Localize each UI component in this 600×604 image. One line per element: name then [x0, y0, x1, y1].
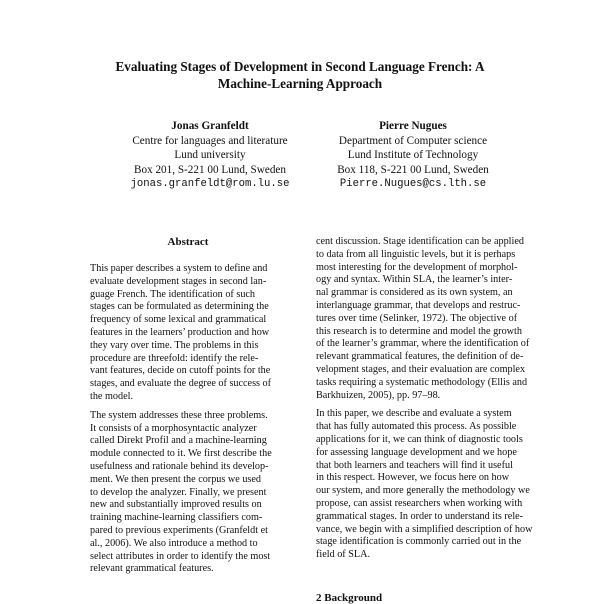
text-line: tasks requiring a systematic methodology (Ellis and	[316, 376, 528, 388]
text-line: stage identification is commonly carried out in the	[316, 536, 522, 548]
text-line: ogy and syntax. Within SLA, the learner’s inter-	[316, 274, 513, 286]
paper-title	[80, 58, 520, 92]
title-line: Evaluating Stages of Development in Second Language French: A	[115, 59, 485, 74]
text-line: most interesting for the development of morphol-	[316, 261, 518, 273]
body-paragraph	[316, 236, 530, 402]
author-affiliation: Lund university	[174, 149, 246, 162]
text-line: cent discussion. Stage identification can be applied	[316, 236, 524, 247]
text-line: applications for it, we can think of diagnostic tools	[316, 433, 523, 445]
text-line: Barkhuizen, 2005), pp. 97–98.	[316, 389, 441, 401]
text-line: usefulness and rationale behind its develop-	[90, 460, 269, 472]
text-line: velopment stages, and their evaluation are complex	[316, 363, 526, 375]
text-line: select attributes in order to identify the most	[90, 550, 271, 562]
text-line: features in the learners’ production and how	[90, 326, 270, 338]
text-line: evaluate development stages in second lan-	[90, 275, 267, 287]
author-affiliation: Centre for languages and literature	[132, 135, 288, 148]
text-line: to develop the analyzer. Finally, we present	[90, 486, 267, 498]
text-line: of the learner’s grammar, where the identification of	[316, 338, 530, 350]
text-line: guage French. The identification of such	[90, 288, 256, 300]
text-line: for assessing language development and we hope	[316, 446, 517, 458]
text-line: that has fully automated this process. As possible	[316, 421, 517, 433]
text-line: new and substantially improved results on	[90, 499, 262, 511]
text-line: stages can be formulated as determining the	[90, 301, 269, 313]
text-line: al., 2006). We also introduce a method to	[90, 537, 258, 549]
title-line: Machine-Learning Approach	[217, 76, 383, 91]
text-line: vant features, decide on cutoff points for the	[90, 365, 271, 377]
text-line: they vary over time. The problems in this	[90, 339, 259, 351]
text-line: relevant grammatical features, the definition of de-	[316, 351, 524, 363]
author-block-nugues	[318, 119, 508, 191]
text-line: called Direkt Profil and a machine-learning	[90, 435, 267, 447]
text-line: The system addresses these three problems.	[90, 409, 268, 421]
text-line: tures over time (Selinker, 1972). The objective of	[316, 312, 518, 324]
text-line: vance, we begin with a simplified description of how	[316, 523, 533, 535]
text-line: frequency of some lexical and grammatical	[90, 314, 267, 326]
body-paragraph	[316, 408, 533, 562]
author-affiliation: Box 201, S-221 00 Lund, Sweden	[134, 163, 286, 176]
text-line: training machine-learning classifiers com-	[90, 512, 263, 524]
text-line: that both learners and teachers will find it useful	[316, 459, 513, 471]
text-line: module connected to it. We first describe the	[90, 448, 272, 460]
text-line: in this respect. However, we focus here on how	[316, 472, 510, 484]
text-line: interlanguage grammar, that develops and restruc-	[316, 299, 521, 311]
author-name: Pierre Nugues	[379, 120, 447, 132]
text-line: This paper describes a system to define and	[90, 263, 268, 274]
abstract-paragraph	[90, 410, 286, 576]
text-line: this research is to determine and model the growth	[316, 325, 522, 337]
body-column-right	[316, 236, 533, 568]
text-line: the model.	[90, 390, 134, 402]
author-affiliation: Department of Computer science	[338, 135, 488, 148]
text-line: nal grammar is considered as its own system, an	[316, 287, 513, 299]
abstract-heading: Abstract	[167, 236, 209, 248]
author-email: Pierre.Nugues@cs.lth.se	[339, 177, 487, 190]
text-line: to data from all linguistic levels, but it is perhaps	[316, 248, 516, 260]
text-line: our system, and more generally the methodology we	[316, 485, 530, 497]
text-line: stages, and evaluate the degree of success of	[90, 378, 272, 390]
author-block-granfeldt	[104, 119, 316, 191]
abstract-column	[90, 263, 286, 582]
text-line: relevant grammatical features.	[90, 563, 214, 575]
author-affiliation: Lund Institute of Technology	[347, 149, 479, 162]
text-line: propose, can assist researchers when working with	[316, 497, 523, 509]
section-heading: 2 Background	[316, 592, 383, 604]
text-line: ment. We then present the corpus we used	[90, 473, 261, 485]
author-name: Jonas Granfeldt	[171, 120, 249, 132]
abstract-paragraph	[90, 263, 286, 404]
author-affiliation: Box 118, S-221 00 Lund, Sweden	[337, 163, 489, 176]
text-line: pared to previous experiments (Granfeldt et	[90, 524, 268, 536]
text-line: It consists of a morphosyntactic analyzer	[90, 422, 257, 434]
author-email: jonas.granfeldt@rom.lu.se	[130, 177, 290, 190]
text-line: In this paper, we describe and evaluate a system	[316, 408, 512, 420]
text-line: grammatical stages. In order to understand its rele-	[316, 510, 524, 522]
text-line: procedure are threefold: identify the rele-	[90, 352, 259, 364]
text-line: field of SLA.	[316, 549, 371, 561]
